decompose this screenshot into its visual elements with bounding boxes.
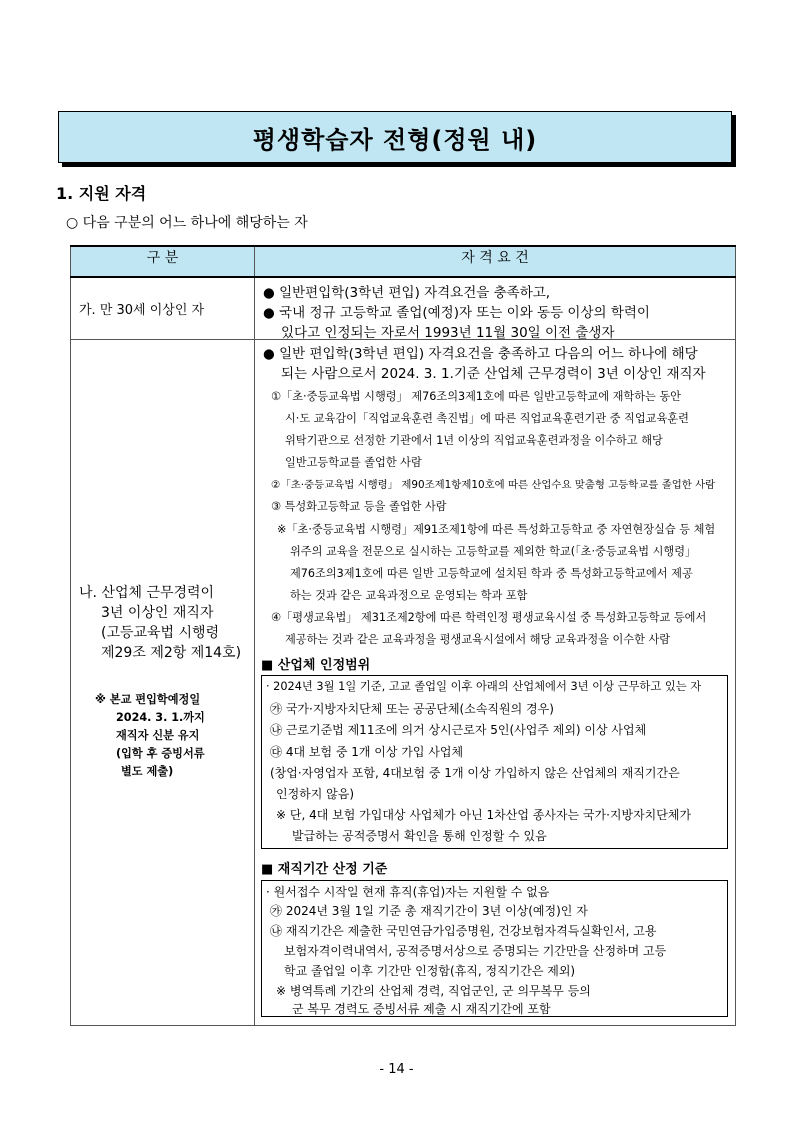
industry-line: 인정하지 않음) [276,787,355,801]
period-line: 보험자격이력내역서, 공적증명서상으로 증명되는 기간만을 산정하며 고등 [284,944,667,958]
industry-line: ㉰ 4대 보험 중 1개 이상 가입 사업체 [270,745,464,759]
enrollment-note-line: 재직자 신분 유지 [116,729,200,742]
title-box [58,111,732,163]
row-b-requirements [255,340,736,1026]
qualification-item-line: 시·도 교육감이「직업교육훈련 촉진법」에 따른 직업교육훈련기관 중 직업교육훈련 [285,412,689,425]
row-a-line: ● 일반편입학(3학년 편입) 자격요건을 충족하고, [263,285,551,301]
row-b-category-line: (고등교육법 시행령 [101,625,220,641]
qualification-item-line: 위주의 교육을 전문으로 실시하는 고등학교를 제외한 학교(「초·중등교육법 시행령」 [290,545,697,558]
industry-box [261,675,728,849]
sub-heading: ○ 다음 구분의 어느 하나에 해당하는 자 [66,215,308,231]
row-b-intro-line: ● 일반 편입학(3학년 편입) 자격요건을 충족하고 다음의 어느 하나에 해당 [263,346,698,362]
period-line: ※ 병역특례 기간의 산업체 경력, 직업군인, 군 의무복무 등의 [276,984,591,998]
industry-line: ※ 단, 4대 보험 가입대상 사업체가 아닌 1차산업 종사자는 국가·지방자치단체가 [276,808,692,822]
industry-line: (창업·자영업자 포함, 4대보험 중 1개 이상 가입하지 않은 산업체의 재직기간은 [270,766,680,780]
qualification-item-line: 하는 것과 같은 교육과정으로 운영되는 학과 포함 [290,589,528,602]
enrollment-note-line: (입학 후 증빙서류 [116,747,205,760]
qualification-item-line: 위탁기관으로 선정한 기관에서 1년 이상의 직업교육훈련과정을 이수하고 해당 [285,434,663,447]
period-line: ㉯ 재직기간은 제출한 국민연금가입증명원, 건강보험자격득실확인서, 고용 [270,924,657,938]
header-requirements: 자 격 요 건 [255,246,736,277]
industry-line: · 2024년 3월 1일 기준, 고교 졸업일 이후 아래의 산업체에서 3년 이상 근무하고 있는 자 [266,680,702,693]
period-line: 학교 졸업일 이후 기간만 인정함(휴직, 정직기간은 제외) [284,964,576,978]
row-a-requirements [255,277,736,340]
row-b-category-line: 제29조 제2항 제14호) [101,645,242,661]
industry-line: 발급하는 공적증명서 확인을 통해 인정할 수 있음 [292,829,547,843]
period-box [261,880,728,1017]
row-a-line: ● 국내 정규 고등학교 졸업(예정)자 또는 이와 동등 이상의 학력이 [263,305,650,321]
row-a-category: 가. 만 30세 이상인 자 [71,277,255,340]
qualification-item-line: ②「초·중등교육법 시행령」 제90조제1항제10호에 따른 산업수요 맞춤형 고등학교를 졸업한 사람 [271,479,716,491]
row-b-category-line: 나. 산업체 근무경력이 [79,585,215,601]
qualification-item-line: ①「초·중등교육법 시행령」 제76조의3제1호에 따른 일반고등학교에 재학하는 동안 [271,390,681,403]
period-heading: ■ 재직기간 산정 기준 [261,862,388,877]
qualification-item-line: ③ 특성화고등학교 등을 졸업한 사람 [271,500,447,513]
row-a-line: 있다고 인정되는 자로서 1993년 11월 30일 이전 출생자 [281,325,615,341]
table-header-row [71,246,736,277]
qualification-item-line: 일반고등학교를 졸업한 사람 [285,456,422,469]
enrollment-note-line: ※ 본교 편입학예정일 [95,693,201,706]
period-line: 군 복무 경력도 증빙서류 제출 시 재직기간에 포함 [292,1002,551,1016]
qualification-item-line: ※「초·중등교육법 시행령」제91조제1항에 따른 특성화고등학교 중 자연현장실습 등 체험 [277,523,716,536]
section-heading: 1. 지원 자격 [56,184,147,203]
row-b-intro-line: 되는 사람으로서 2024. 3. 1.기준 산업체 근무경력이 3년 이상인 재직자 [281,366,706,382]
header-category: 구 분 [71,246,255,277]
page-title: 평생학습자 전형(정원 내) [252,125,538,154]
table-row [71,277,736,340]
industry-line: ㉯ 근로기준법 제11조에 의거 상시근로자 5인(사업주 제외) 이상 사업체 [270,723,647,737]
period-line: ㉮ 2024년 3월 1일 기준 총 재직기간이 3년 이상(예정)인 자 [270,904,588,918]
enrollment-note-line: 별도 제출) [121,765,174,778]
row-b-category-line: 3년 이상인 재직자 [101,605,214,621]
qualification-item-line: 제공하는 것과 같은 교육과정을 평생교육시설에서 해당 교육과정을 이수한 사람 [285,633,671,646]
qualification-table [70,245,736,1026]
industry-line: ㉮ 국가·지방자치단체 또는 공공단체(소속직원의 경우) [270,702,554,716]
industry-heading: ■ 산업체 인정범위 [261,658,371,673]
page-number: - 14 - [379,1062,414,1077]
enrollment-note-line: 2024. 3. 1.까지 [116,711,205,724]
row-b-category-cell [71,340,255,1026]
qualification-item-line: ④「평생교육법」 제31조제2항에 따른 학력인정 평생교육시설 중 특성화고등학교 등에서 [271,611,707,624]
period-line: · 원서접수 시작일 현재 휴직(휴업)자는 지원할 수 없음 [266,885,550,899]
table-row [71,340,736,1026]
qualification-item-line: 제76조의3제1호에 따른 일반 고등학교에 설치된 학과 중 특성화고등학교에서 제공 [290,567,693,580]
